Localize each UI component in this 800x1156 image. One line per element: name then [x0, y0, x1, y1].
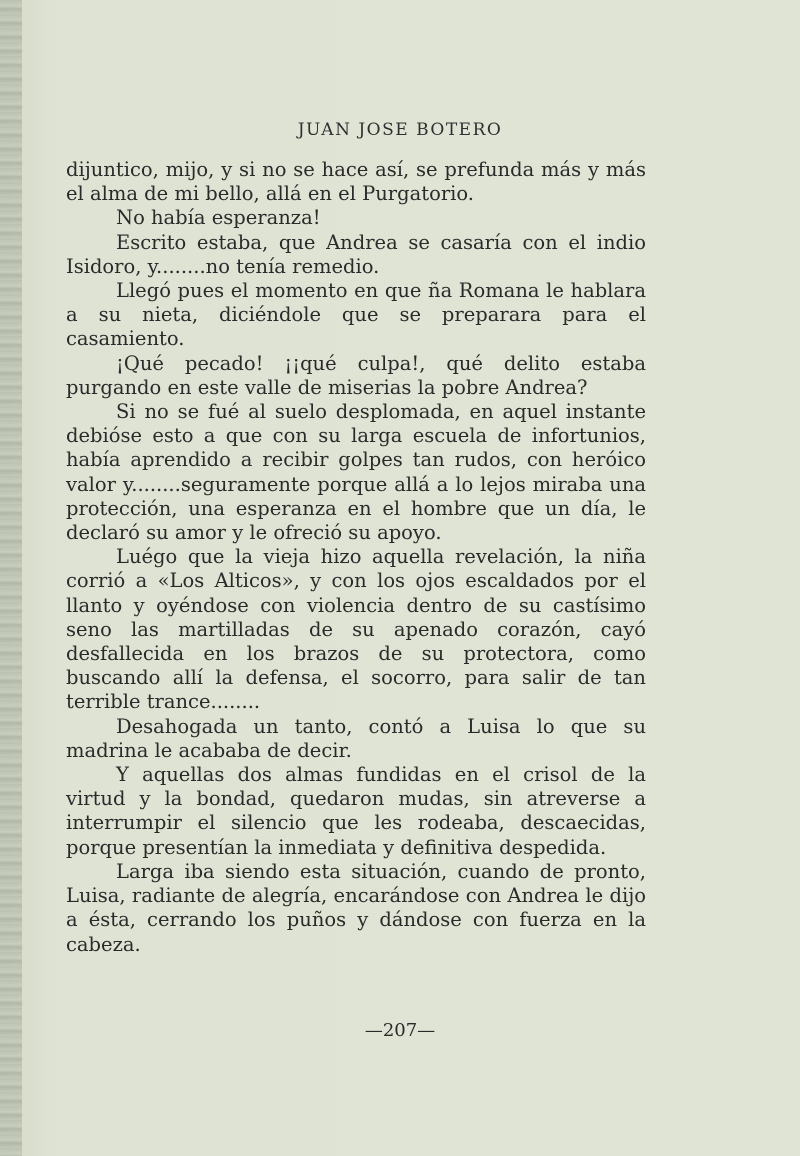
paragraph: Luégo que la vieja hizo aquella revelación, la niña corrió a «Los Alticos», y con los ojos escaldados por el llanto y oyéndose con violencia dentro de su castísimo seno las martilladas de su apenado corazón, cayó desfallecida en los brazos de su protectora, como buscando allí la defensa, el socorro, para salir de tan terrible trance........ [66, 545, 646, 714]
page-binding-edge [0, 0, 22, 1156]
running-header: JUAN JOSE BOTERO [297, 120, 503, 140]
paragraph: ¡Qué pecado! ¡¡qué culpa!, qué delito estaba purgando en este valle de miserias la pobre Andrea? [66, 351, 646, 399]
paragraph: No había esperanza! [116, 206, 321, 230]
paragraph: Larga iba siendo esta situación, cuando de pronto, Luisa, radiante de alegría, encarándose con Andrea le dijo a ésta, cerrando los puños y dándose con fuerza en la cabeza. [66, 859, 646, 956]
paragraph: Escrito estaba, que Andrea se casaría con el indio Isidoro, y........no tenía remedio. [66, 230, 646, 278]
page-number: —207— [364, 1020, 436, 1041]
paragraph: Desahogada un tanto, contó a Luisa lo que su madrina le acababa de decir. [66, 714, 646, 762]
paragraph: Llegó pues el momento en que ña Romana le hablara a su nieta, diciéndole que se preparara para el casamiento. [66, 279, 646, 351]
paragraph: Y aquellas dos almas fundidas en el crisol de la virtud y la bondad, quedaron mudas, sin atreverse a interrumpir el silencio que les rodeaba, descaecidas, porque presentían la inmediata y definitiva despedida. [66, 763, 646, 859]
paragraph: Si no se fué al suelo desplomada, en aquel instante debióse esto a que con su larga escuela de infortunios, había aprendido a recibir golpes tan rudos, con heróico valor y........seguramente porque allá a lo lejos miraba una protección, una esperanza en el hombre que un día, le declaró su amor y le ofreció su apoyo. [66, 400, 646, 545]
paragraph: dijuntico, mijo, y si no se hace así, se prefunda más y más el alma de mi bello, allá en el Purgatorio. [66, 158, 646, 206]
page-body [66, 158, 646, 957]
